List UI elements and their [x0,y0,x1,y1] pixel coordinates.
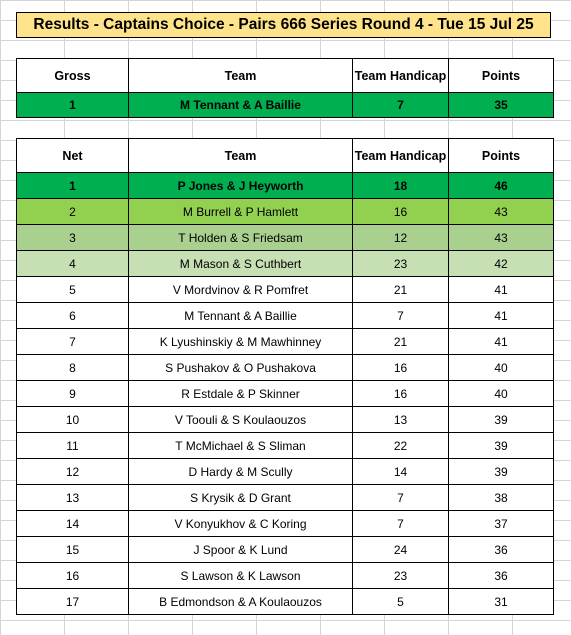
position-cell: 14 [17,511,129,537]
net-position-header: Net [17,139,129,173]
position-cell: 11 [17,433,129,459]
team-cell: M Burrell & P Hamlett [129,199,353,225]
handicap-cell: 22 [353,433,449,459]
gross-team-header: Team [129,59,353,93]
gross-results-table [16,58,554,118]
net-team-header: Team [129,139,353,173]
points-cell: 36 [449,537,554,563]
points-cell: 41 [449,277,554,303]
handicap-cell: 24 [353,537,449,563]
net-result-row [17,485,554,511]
team-cell: S Krysik & D Grant [129,485,353,511]
net-result-row [17,381,554,407]
net-handicap-header: Team Handicap [353,139,449,173]
handicap-cell: 7 [353,93,449,118]
handicap-cell: 16 [353,199,449,225]
handicap-cell: 16 [353,381,449,407]
net-result-row [17,277,554,303]
team-cell: V Mordvinov & R Pomfret [129,277,353,303]
team-cell: M Mason & S Cuthbert [129,251,353,277]
team-cell: S Lawson & K Lawson [129,563,353,589]
handicap-cell: 7 [353,511,449,537]
points-cell: 40 [449,381,554,407]
position-cell: 15 [17,537,129,563]
gross-header-row [17,59,554,93]
net-result-row [17,511,554,537]
gross-points-header: Points [449,59,554,93]
points-cell: 41 [449,303,554,329]
position-cell: 16 [17,563,129,589]
net-result-row [17,459,554,485]
handicap-cell: 12 [353,225,449,251]
net-result-row [17,407,554,433]
gross-position-header: Gross [17,59,129,93]
team-cell: P Jones & J Heyworth [129,173,353,199]
handicap-cell: 23 [353,251,449,277]
team-cell: V Toouli & S Koulaouzos [129,407,353,433]
position-cell: 1 [17,93,129,118]
points-cell: 31 [449,589,554,615]
net-result-row [17,563,554,589]
gross-handicap-header: Team Handicap [353,59,449,93]
team-cell: T McMichael & S Sliman [129,433,353,459]
position-cell: 6 [17,303,129,329]
net-points-header: Points [449,139,554,173]
points-cell: 35 [449,93,554,118]
position-cell: 5 [17,277,129,303]
points-cell: 37 [449,511,554,537]
handicap-cell: 16 [353,355,449,381]
team-cell: B Edmondson & A Koulaouzos [129,589,353,615]
team-cell: J Spoor & K Lund [129,537,353,563]
handicap-cell: 18 [353,173,449,199]
team-cell: S Pushakov & O Pushakova [129,355,353,381]
net-result-row [17,355,554,381]
points-cell: 36 [449,563,554,589]
points-cell: 43 [449,225,554,251]
team-cell: V Konyukhov & C Koring [129,511,353,537]
net-result-row [17,589,554,615]
position-cell: 7 [17,329,129,355]
handicap-cell: 5 [353,589,449,615]
net-results-table [16,138,554,615]
net-result-row [17,251,554,277]
net-header-row [17,139,554,173]
handicap-cell: 21 [353,277,449,303]
net-result-row [17,173,554,199]
net-result-row [17,537,554,563]
position-cell: 10 [17,407,129,433]
net-result-row [17,329,554,355]
team-cell: M Tennant & A Baillie [129,93,353,118]
points-cell: 39 [449,433,554,459]
results-title: Results - Captains Choice - Pairs 666 Series Round 4 - Tue 15 Jul 25 [16,12,551,38]
team-cell: R Estdale & P Skinner [129,381,353,407]
position-cell: 3 [17,225,129,251]
points-cell: 42 [449,251,554,277]
points-cell: 38 [449,485,554,511]
net-result-row [17,303,554,329]
points-cell: 39 [449,459,554,485]
position-cell: 9 [17,381,129,407]
points-cell: 41 [449,329,554,355]
handicap-cell: 7 [353,485,449,511]
team-cell: M Tennant & A Baillie [129,303,353,329]
points-cell: 40 [449,355,554,381]
team-cell: D Hardy & M Scully [129,459,353,485]
handicap-cell: 23 [353,563,449,589]
gross-result-row [17,93,554,118]
position-cell: 8 [17,355,129,381]
position-cell: 4 [17,251,129,277]
position-cell: 13 [17,485,129,511]
team-cell: T Holden & S Friedsam [129,225,353,251]
points-cell: 43 [449,199,554,225]
handicap-cell: 21 [353,329,449,355]
handicap-cell: 7 [353,303,449,329]
net-result-row [17,433,554,459]
handicap-cell: 13 [353,407,449,433]
position-cell: 2 [17,199,129,225]
points-cell: 46 [449,173,554,199]
net-result-row [17,199,554,225]
handicap-cell: 14 [353,459,449,485]
position-cell: 12 [17,459,129,485]
position-cell: 1 [17,173,129,199]
net-result-row [17,225,554,251]
position-cell: 17 [17,589,129,615]
team-cell: K Lyushinskiy & M Mawhinney [129,329,353,355]
points-cell: 39 [449,407,554,433]
